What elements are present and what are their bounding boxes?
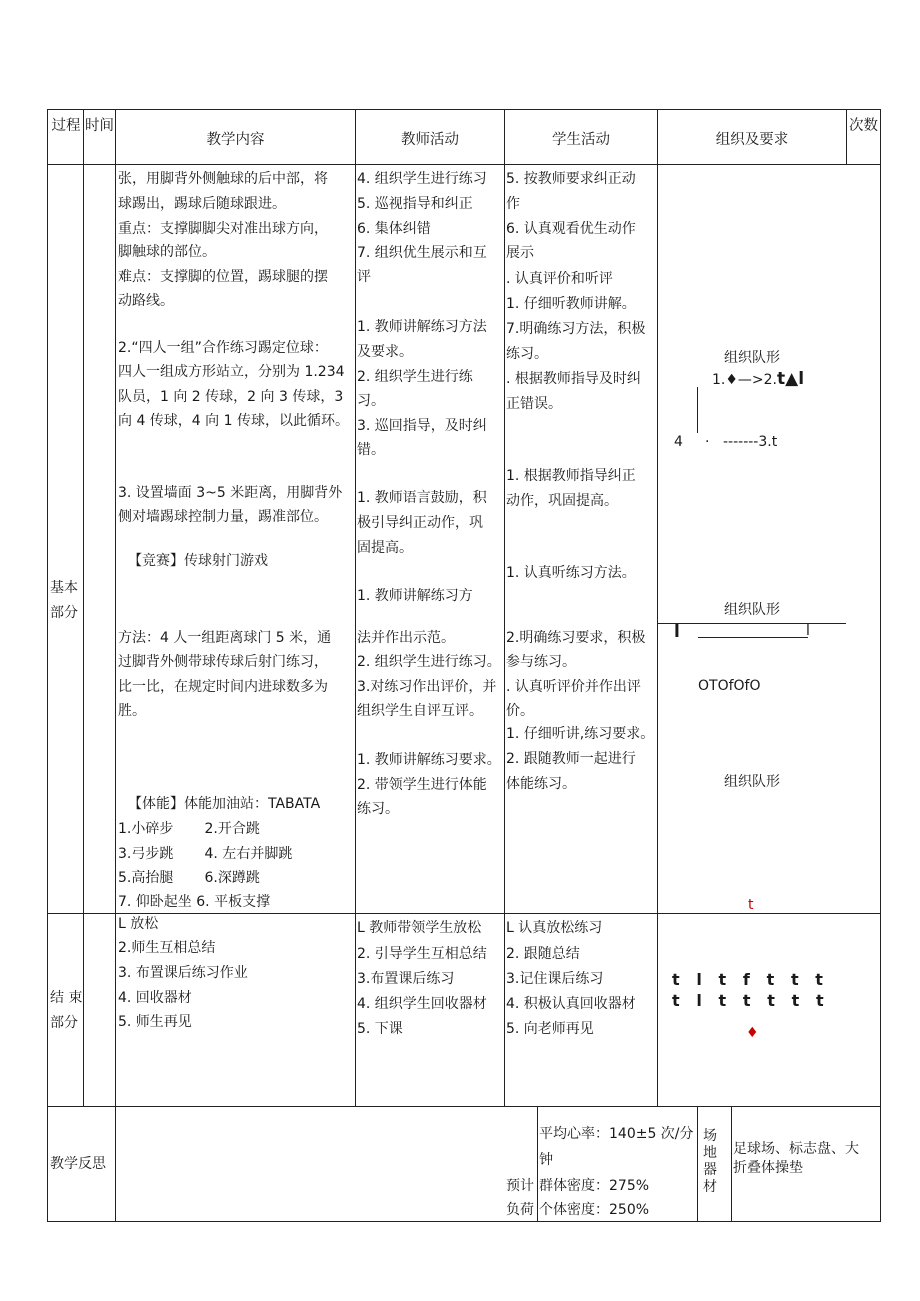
formation-diagram-1-top	[712, 367, 804, 394]
reflection-label: 教学反思	[50, 1156, 106, 1172]
teacher-line: 5. 巡视指导和纠正	[357, 196, 473, 212]
ending-content-line: 3. 布置课后练习作业	[118, 965, 248, 981]
student-line: 1. 仔细听教师讲解。	[506, 296, 636, 312]
teacher-line: 2. 组织学生进行练	[357, 369, 473, 385]
teacher-line: 评	[357, 269, 371, 285]
ending-content-line: 5. 师生再见	[118, 1014, 192, 1030]
content-line: 动路线。	[118, 293, 174, 309]
col-divider-4	[504, 109, 505, 1106]
ending-label: 结 束	[50, 990, 83, 1006]
teacher-line: 1. 教师语言鼓励，积	[357, 490, 487, 506]
header-divider	[47, 164, 881, 165]
teacher-line: 3. 巡回指导，及时纠	[357, 418, 487, 434]
venue-equipment: 足球场、标志盘、大	[733, 1141, 859, 1157]
col-divider-1	[83, 109, 84, 1106]
heart-rate: 平均心率：140±5 次/分	[539, 1126, 694, 1142]
student-line: 6. 认真观看优生动作	[506, 221, 636, 237]
formation-diagram-1-left: 4	[674, 434, 683, 450]
formation-label-2: 组织队形	[724, 602, 780, 618]
header-content: 教学内容	[206, 132, 265, 148]
heart-rate-unit: 钟	[539, 1152, 553, 1168]
student-line: 价。	[506, 703, 534, 719]
formation-diagram-3-marker: t	[748, 897, 754, 913]
student-line: 7.明确练习方法，积极	[506, 321, 646, 337]
venue-label-char: 材	[703, 1179, 717, 1195]
venue-label-char: 器	[703, 1162, 717, 1178]
formation-diagram-1-right: -------3.t	[723, 434, 778, 450]
ending-formation-row-1: t l t f t t t	[672, 970, 823, 989]
student-line: 正错误。	[506, 396, 562, 412]
teacher-line: 6. 集体纠错	[357, 221, 431, 237]
table-border-top	[47, 109, 881, 110]
content-line: 【体能】体能加油站：TABATA	[128, 796, 321, 812]
teacher-line: 组织学生自评互评。	[357, 703, 483, 719]
student-line: 2. 跟随教师一起进行	[506, 751, 636, 767]
group-density: 群体密度：275%	[539, 1178, 650, 1194]
content-line: 【竞赛】传球射门游戏	[128, 553, 268, 569]
formation-diagram-2-left: l	[674, 622, 680, 642]
venue-equipment-2: 折叠体操垫	[733, 1160, 803, 1176]
student-line: 2.明确练习要求，积极	[506, 630, 646, 646]
content-line: 比一比，在规定时间内进球数多为	[118, 679, 328, 695]
content-line: 四人一组成方形站立，分别为 1.234	[118, 364, 345, 380]
content-line: 重点：支撑脚脚尖对准出球方向，	[118, 221, 328, 237]
header-process: 过程	[51, 118, 81, 134]
content-line: 球踢出，踢球后随球跟进。	[118, 196, 286, 212]
basic-label: 基本	[50, 580, 78, 596]
teacher-line: 4. 组织学生进行练习	[357, 171, 487, 187]
content-line: 脚触球的部位。	[118, 244, 216, 260]
student-line: 1. 认真听练习方法。	[506, 565, 636, 581]
teacher-line: 法并作出示范。	[357, 630, 455, 646]
ending-student-line: L 认真放松练习	[506, 920, 603, 936]
content-line: 过脚背外侧带球传球后射门练习，	[118, 654, 328, 670]
ending-teacher-line: 3.布置课后练习	[357, 971, 455, 987]
load-divider	[537, 1106, 538, 1222]
venue-label-char: 地	[703, 1145, 717, 1161]
ending-student-line: 4. 积极认真回收器材	[506, 996, 636, 1012]
student-line: . 认真听评价并作出评	[506, 679, 641, 695]
content-line: 胜。	[118, 703, 146, 719]
diagram-1-top-markers: t▲l	[777, 369, 805, 389]
student-line: 作	[506, 196, 520, 212]
header-teacher: 教师活动	[401, 132, 459, 148]
ending-label-2: 部分	[50, 1015, 78, 1031]
content-line: 向 4 传球，4 向 1 传球，以此循环。	[118, 413, 349, 429]
col-divider-3	[355, 109, 356, 1106]
ending-formation-teacher-marker: ♦	[746, 1025, 759, 1041]
student-line: 1. 仔细听讲,练习要求。	[506, 726, 655, 742]
student-line: 1. 根据教师指导纠正	[506, 468, 636, 484]
ending-teacher-line: L 教师带领学生放松	[357, 920, 482, 936]
teacher-line: 习。	[357, 393, 385, 409]
teacher-line: 3.对练习作出评价，并	[357, 679, 497, 695]
content-line: 5.高抬腿 6.深蹲跳	[118, 870, 260, 886]
formation-diagram-1-dot: ·	[705, 434, 710, 450]
load-label: 预计	[506, 1178, 534, 1194]
teacher-line: 1. 教师讲解练习方	[357, 588, 473, 604]
teacher-line: 极引导纠正动作，巩	[357, 515, 483, 531]
teacher-line: 7. 组织优生展示和互	[357, 245, 487, 261]
section-divider-ending	[47, 1106, 881, 1107]
student-line: 参与练习。	[506, 654, 576, 670]
venue-label-char: 场	[703, 1128, 717, 1144]
content-line: 7. 仰卧起坐 6. 平板支撑	[118, 894, 271, 910]
student-line: 练习。	[506, 346, 548, 362]
student-line: 动作，巩固提高。	[506, 493, 618, 509]
content-line: 队员，1 向 2 传球，2 向 3 传球，3	[118, 389, 344, 405]
ending-student-line: 2. 跟随总结	[506, 946, 580, 962]
content-line: 1.小碎步 2.开合跳	[118, 821, 260, 837]
content-line: 侧对墙踢球控制力量，踢准部位。	[118, 509, 328, 525]
content-line: 难点：支撑脚的位置，踢球腿的摆	[118, 269, 328, 285]
header-count: 次数	[849, 118, 878, 134]
teacher-line: 固提高。	[357, 540, 413, 556]
content-line: 3. 设置墙面 3~5 米距离，用脚背外	[118, 485, 343, 501]
content-line: 2.“四人一组”合作练习踢定位球：	[118, 340, 328, 356]
venue-divider-1	[697, 1106, 698, 1222]
teacher-line: 错。	[357, 442, 385, 458]
teacher-line: 2. 组织学生进行练习。	[357, 654, 501, 670]
content-line: 张，用脚背外侧触球的后中部，将	[118, 171, 328, 187]
col-divider-2	[115, 109, 116, 1222]
header-time: 时间	[85, 118, 114, 134]
formation-diagram-2-right: l	[806, 623, 810, 639]
basic-label-2: 部分	[50, 605, 78, 621]
student-line: 体能练习。	[506, 776, 576, 792]
formation-diagram-1-line	[697, 387, 698, 433]
teacher-line: 及要求。	[357, 344, 413, 360]
student-line: 展示	[506, 245, 534, 261]
formation-diagram-2-row: OTOfOfO	[698, 678, 761, 694]
ending-teacher-line: 2. 引导学生互相总结	[357, 946, 487, 962]
ending-student-line: 5. 向老师再见	[506, 1021, 594, 1037]
teacher-line: 1. 教师讲解练习要求。	[357, 752, 501, 768]
student-line: . 根据教师指导及时纠	[506, 371, 641, 387]
teacher-line: 练习。	[357, 801, 399, 817]
table-border-bottom	[47, 1221, 881, 1222]
header-student: 学生活动	[552, 132, 610, 148]
formation-diagram-2-line	[698, 637, 808, 638]
diagram-1-top-text: 1.♦—>2.	[712, 372, 777, 388]
table-border-left	[47, 109, 48, 1222]
content-line: 3.弓步跳 4. 左右并脚跳	[118, 846, 293, 862]
ending-teacher-line: 5. 下课	[357, 1021, 403, 1037]
formation-label-3: 组织队形	[724, 774, 780, 790]
teacher-line: 2. 带领学生进行体能	[357, 777, 487, 793]
content-line: 方法：4 人一组距离球门 5 米，通	[118, 630, 332, 646]
ending-student-line: 3.记住课后练习	[506, 971, 604, 987]
ending-content-line: 4. 回收器材	[118, 990, 192, 1006]
formation-label-1: 组织队形	[724, 350, 780, 366]
teacher-line: 1. 教师讲解练习方法	[357, 319, 487, 335]
venue-divider-2	[731, 1106, 732, 1222]
ending-teacher-line: 4. 组织学生回收器材	[357, 996, 487, 1012]
load-label-2: 负荷	[506, 1202, 534, 1218]
ending-formation-row-2: t l t t t t t	[672, 991, 824, 1010]
student-line: . 认真评价和听评	[506, 271, 613, 287]
individual-density: 个体密度：250%	[539, 1202, 650, 1218]
ending-content-line: 2.师生互相总结	[118, 940, 216, 956]
ending-content-line: L 放松	[118, 916, 159, 932]
header-org: 组织及要求	[715, 132, 789, 148]
table-border-right	[880, 109, 881, 1222]
student-line: 5. 按教师要求纠正动	[506, 171, 636, 187]
